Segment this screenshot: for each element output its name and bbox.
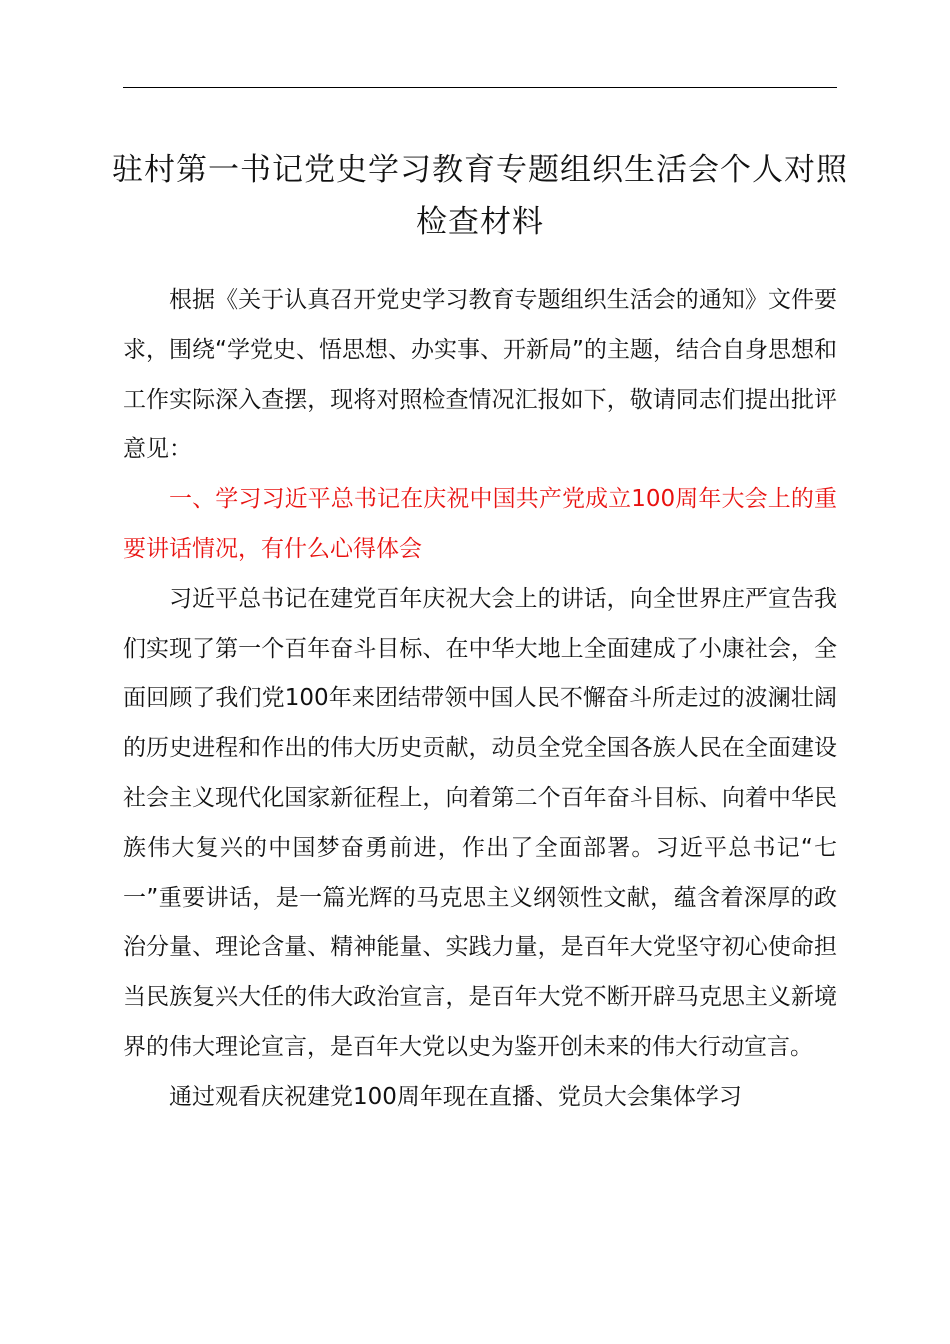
paragraph-section-1: 习近平总书记在建党百年庆祝大会上的讲话，向全世界庄严宣告我们实现了第一个百年奋斗目标、在中华大地上全面建成了小康社会，全面回顾了我们党100年来团结带领中国人民不懈奋斗所走过的波澜壮阔的历史进程和作出的伟大历史贡献，动员全党全国各族人民在全面建设社会主义现代化国家新征程上，向着第二个百年奋斗目标、向着中华民族伟大复兴的中国梦奋勇前进，作出了全面部署。习近平总书记“七一”重要讲话，是一篇光辉的马克思主义纲领性文献，蕴含着深厚的政治分量、理论含量、精神能量、实践力量，是百年大党坚守初心使命担当民族复兴大任的伟大政治宣言，是百年大党不断开辟马克思主义新境界的伟大理论宣言，是百年大党以史为鉴开创未来的伟大行动宣言。 [123,585,837,1060]
section-heading-1: 一、学习习近平总书记在庆祝中国共产党成立100周年大会上的重要讲话情况，有什么心得体会 [123,486,837,562]
paragraph-intro: 根据《关于认真召开党史学习教育专题组织生活会的通知》文件要求，围绕“学党史、悟思想、办实事、开新局”的主题，结合自身思想和工作实际深入查摆，现将对照检查情况汇报如下，敬请同志们提出批评意见： [123,287,837,463]
header-rule [123,87,837,88]
paragraph-section-1-continued: 通过观看庆祝建党100周年现在直播、党员大会集体学习 [169,1083,742,1110]
document-body [123,276,837,1123]
document-title: 驻村第一书记党史学习教育专题组织生活会个人对照检查材料 [112,152,848,240]
